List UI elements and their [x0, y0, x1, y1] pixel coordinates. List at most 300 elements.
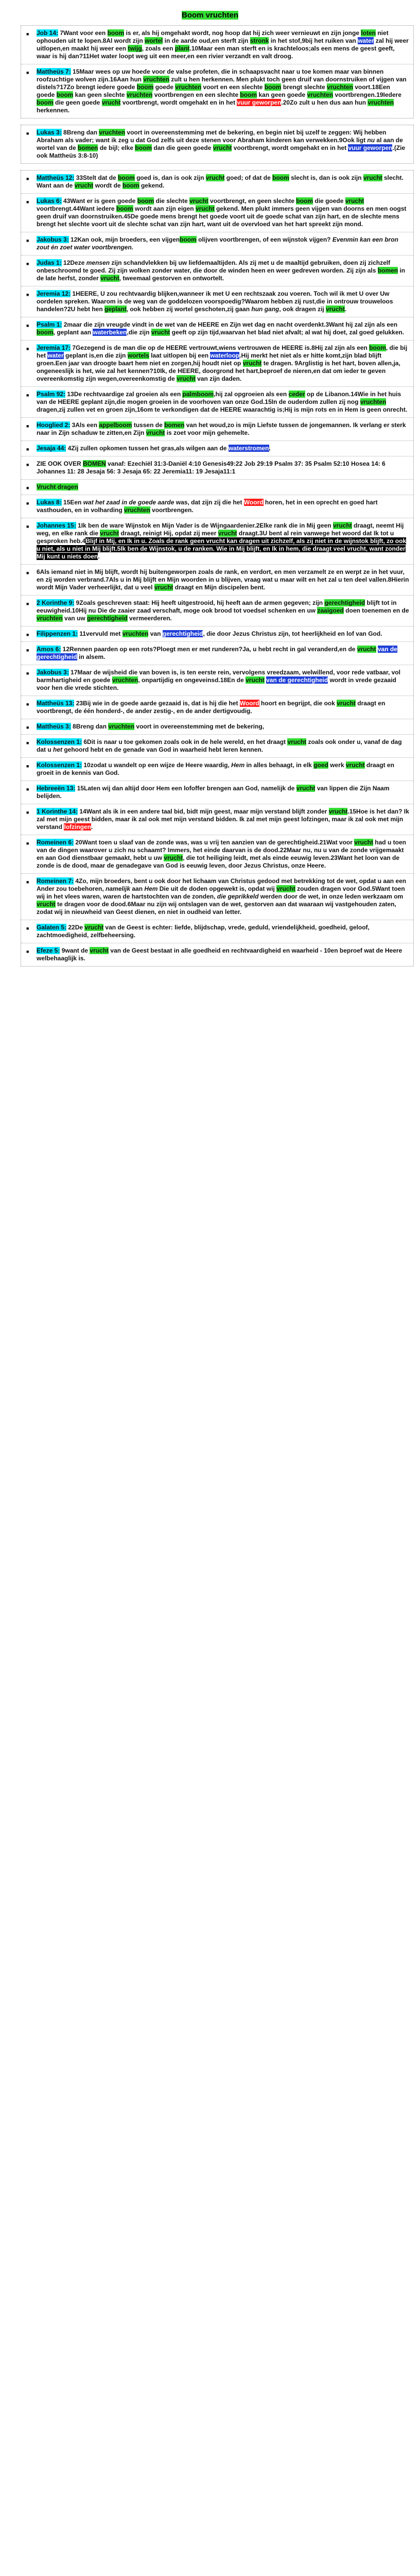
- highlighted-text: lofzingen: [64, 823, 92, 831]
- verse-text: 2maar die zijn vreugde vindt in de wet van de HEERE en Zijn wet dag en nacht overdenkt.3Want hij zal zijn als een: [62, 321, 398, 328]
- verse-text: was, dat zijn zij die het: [174, 499, 244, 506]
- highlighted-text: vrucht: [332, 522, 352, 529]
- verse-entry: [21, 626, 413, 641]
- highlighted-text: vrucht: [357, 646, 376, 653]
- verse-group: [21, 25, 414, 118]
- highlighted-text: vruchten: [143, 76, 170, 83]
- highlighted-text: vrucht: [213, 144, 232, 151]
- verse-text: 12Deze: [61, 259, 86, 266]
- highlighted-text: vrucht: [100, 275, 119, 282]
- verse-reference: Lukas 6:: [37, 197, 62, 205]
- highlighted-text: vrucht: [164, 854, 183, 861]
- verse-text: , tweemaal gestorven en ontwortelt.: [119, 275, 224, 282]
- verse-text: hoort en begrijpt, die ook: [259, 700, 337, 707]
- highlighted-text: gerechtigheid: [87, 615, 128, 622]
- verse-text: wordt de: [93, 182, 122, 189]
- highlighted-text: vrucht: [363, 174, 382, 181]
- highlighted-text: BOMEN: [83, 460, 106, 467]
- verse-entry: [21, 518, 413, 564]
- group-separator: [21, 118, 414, 125]
- highlighted-text: gerechtigheid: [324, 599, 365, 606]
- verse-text: voortbrengt, wordt omgehakt en in het: [232, 144, 348, 151]
- verse-text: geplant is,en die zijn: [63, 352, 128, 359]
- verse-text: ,hij zal opgroeien als een: [214, 391, 289, 398]
- highlighted-text: vruchten: [124, 506, 150, 514]
- highlighted-text: vruchten: [108, 723, 135, 730]
- verse-reference: Kolossenzen 1:: [37, 761, 82, 769]
- verse-text: draagt, reinigt Hij, opdat zij meer: [119, 530, 218, 537]
- bullet-icon: ■: [26, 702, 29, 707]
- verse-text: 8Breng dan: [61, 129, 99, 136]
- verse-text: , die tot heiliging leidt, met als einde eeuwig leven.23Want het loon van de zonde is de dood, maar de genadegave van God is eeuwig leven, door Jezus Christus, onze Heere.: [37, 854, 400, 869]
- verse-text: is zoet voor mijn gehemelte.: [165, 429, 250, 436]
- highlighted-text: vrucht: [84, 924, 104, 931]
- verse-reference: Romeinen 6:: [37, 839, 74, 846]
- highlighted-text: vrucht: [345, 197, 364, 205]
- verse-text: , ook hebben zij wortel geschoten,zij gaan: [126, 306, 252, 313]
- highlighted-text: boom: [264, 83, 282, 91]
- verse-text: .: [98, 553, 100, 560]
- highlighted-text: vrucht: [296, 785, 316, 792]
- verse-reference: Amos 6:: [37, 646, 61, 653]
- verse-group: [21, 125, 414, 164]
- verse-text: Hem: [231, 761, 245, 769]
- highlighted-text: vruchten: [360, 398, 387, 405]
- verse-text: niet ophouden uit te lopen.8Al wordt zijn: [37, 29, 389, 44]
- highlighted-text: vrucht: [101, 99, 121, 106]
- bullet-icon: ■: [26, 632, 29, 637]
- verse-entry: [21, 781, 413, 804]
- verse-text: 10en beproef wat de Heere welbehaaglijk is.: [37, 947, 402, 962]
- bullet-icon: ■: [26, 292, 29, 297]
- highlighted-text: boom: [369, 344, 386, 351]
- verse-entry: [21, 340, 413, 386]
- verse-entry: [21, 171, 413, 193]
- verse-text: 12Kan ook, mijn broeders, een vijgen: [68, 236, 180, 243]
- verse-text: 11vervuld met: [78, 630, 122, 637]
- highlighted-text: vrucht: [287, 738, 307, 745]
- bullet-icon: ■: [26, 787, 29, 792]
- highlighted-text: wortels: [127, 352, 149, 359]
- verse-text: tussen de: [132, 421, 165, 429]
- highlighted-text: waterstromen: [228, 445, 269, 452]
- verse-entry: [21, 232, 413, 255]
- bullet-icon: ■: [26, 31, 29, 37]
- verse-text: is er, als hij omgehakt wordt, nog hoop dat hij zich weer vernieuwt en zijn jonge: [124, 29, 361, 37]
- verse-text: .Hij merkt het niet als er hitte komt,zijn blad blijft groen.Een jaar van droogte baart hem niet en zorgen,hij houdt niet op: [37, 352, 382, 367]
- bullet-icon: ■: [26, 346, 29, 351]
- highlighted-text: vruchten: [175, 83, 202, 91]
- highlighted-text: palmboom: [182, 391, 214, 398]
- verse-text: goed; of dat de: [224, 174, 273, 181]
- highlighted-text: vrucht: [276, 885, 295, 892]
- verse-entry: [21, 564, 413, 595]
- highlighted-text: water: [47, 352, 64, 359]
- verse-text: het: [53, 746, 62, 753]
- verse-text: zoals ook onder u, vanaf de dag dat u: [37, 738, 402, 753]
- verse-text: in de late herfst, zonder: [37, 267, 406, 282]
- highlighted-text: vruchten: [327, 83, 353, 91]
- bullet-icon: ■: [26, 841, 29, 846]
- highlighted-text: boom: [296, 197, 313, 205]
- verse-text: 1HEERE, U zou rechtvaardig blijken,wanneer ik met U een rechtszaak zou voeren. Toch wil ik met U over Uw oordelen spreken. Waarom is de weg van de goddelozen voorspoedig?Waarom hebben zij rust,die in ontrouw trouweloos handelen?2U hebt hen: [37, 290, 393, 313]
- verse-text: .: [91, 823, 93, 831]
- verse-text: vermeerderen.: [127, 615, 172, 622]
- verse-text: draagt, neemt Hij weg, en elke rank die: [37, 522, 404, 537]
- highlighted-text: vrucht: [90, 947, 109, 954]
- verse-text: 6Dit is naar u toe gekomen zoals ook in de hele wereld, en het draagt: [82, 738, 288, 745]
- page-title: [0, 10, 420, 20]
- verse-text: zijn schandvlekken bij uw liefdemaaltijden. Als zij met u de maaltijd gebruiken, doen zij zichzelf onbeschroomd te goed. Zij zijn wolken zonder water, die door de winden heen en weer gedreven worden. Zij zijn als: [37, 259, 391, 274]
- bullet-icon: ■: [26, 949, 29, 954]
- bullet-icon: ■: [26, 485, 29, 490]
- highlighted-text: waterbeken: [93, 329, 127, 336]
- verse-text: dragen,zij zullen vet en groen zijn,16om te verkondigen dat de HEERE waarachtig is;Hij is mijn rots en in Hem is geen onrecht.: [37, 406, 408, 413]
- verse-entry: [21, 734, 413, 757]
- verse-text: 10zodat u wandelt op een wijze de Heere waardig,: [82, 761, 232, 769]
- verse-text: .20Zo zult u hen dus aan hun: [281, 99, 368, 106]
- verse-reference: Jesaja 44:: [37, 445, 66, 452]
- verse-text: vanaf: Ezechiël 31:3-Daniël 4:10 Genesis49:22 Job 29:19 Psalm 37: 35 Psalm 52:10 Hosea 14: 6 Johannes 11: 28 Jesaja 56: 3 Jesaja 65: 22 Jeremia11: 19 Jesaja11:1: [37, 460, 386, 475]
- verse-entry: [21, 26, 413, 64]
- bullet-icon: ■: [26, 323, 29, 328]
- verse-text: draagt en groeit in de kennis van God.: [37, 761, 394, 776]
- verse-reference: Jakobus 3:: [37, 669, 69, 676]
- highlighted-text: vrucht: [100, 530, 119, 537]
- verse-text: , die bij het: [37, 344, 408, 359]
- verse-text: al aan de wortel van de: [37, 137, 403, 151]
- verse-text: , geplant aan: [53, 329, 93, 336]
- bullet-icon: ■: [26, 926, 29, 931]
- verse-text: 15Maar wees op uw hoede voor de valse profeten, die in schaapsvacht naar u toe komen maar van binnen roofzuchtige wolven zijn.16Aan hun: [37, 68, 384, 83]
- verse-text: .15Hoe is het dan? Ik zal met mijn geest bidden, maar ik zal ook met mijn verstand bidden. Ik zal met mijn geest lofzingen, maar ik zal ook met mijn verstand: [37, 808, 409, 831]
- verse-text: die geen goede: [53, 99, 102, 106]
- verse-text: voort en een slechte: [201, 83, 265, 91]
- bullet-icon: ■: [26, 601, 29, 606]
- highlighted-text: vruchten: [367, 99, 394, 106]
- verse-entry: [21, 595, 413, 626]
- highlighted-text: vrucht: [195, 205, 215, 212]
- bullet-icon: ■: [26, 671, 29, 676]
- verse-entry: [21, 719, 413, 734]
- verse-entry: [21, 920, 413, 943]
- bullet-icon: ■: [26, 524, 29, 529]
- verse-text: in het stof,9bij het ruiken van: [269, 37, 358, 44]
- verse-text: dan die geen goede: [152, 144, 213, 151]
- verse-reference: Mattheüs 13:: [37, 700, 75, 707]
- verse-text: gehoord hebt en de genade van God in waarheid hebt leren kennen.: [62, 746, 264, 753]
- bullet-icon: ■: [26, 176, 29, 181]
- verse-text: kan geen goede: [257, 91, 307, 98]
- highlighted-text: vrucht: [205, 174, 225, 181]
- verse-text: 4Zo, mijn broeders, bent u ook door het lichaam van Christus gedood met betrekking tot de wet, opdat u aan een Ander zou toebehoren,: [37, 877, 407, 892]
- verse-reference: Filippenzen 1:: [37, 630, 78, 637]
- verse-text: namelijk: [106, 885, 131, 892]
- highlighted-text: ceder: [288, 391, 305, 398]
- verse-text: 9Zoals geschreven staat: Hij heeft uitgestrooid, hij heeft aan de armen gegeven; zijn: [74, 599, 325, 606]
- bullet-icon: ■: [26, 764, 29, 769]
- verse-text: aan: [130, 885, 145, 892]
- verse-text: die geprikkeld: [217, 893, 259, 900]
- verse-text: voortbrengen en een slechte: [152, 91, 240, 98]
- verse-text: werk: [328, 761, 346, 769]
- highlighted-text: vrucht: [326, 306, 345, 313]
- verse-text: hun gang: [251, 306, 279, 313]
- bullet-icon: ■: [26, 423, 29, 429]
- verse-text: Hem: [144, 885, 158, 892]
- verse-text: 12Rennen paarden op een rots?Ploegt men er met runderen?Ja, u hebt recht in gal veranderd,en de: [61, 646, 357, 653]
- verse-text: 23Bij wie in de goede aarde gezaaid is, dat is hij die het: [74, 700, 240, 707]
- verse-reference: Judas 1:: [37, 259, 62, 266]
- verse-reference: Lukas 8:: [37, 499, 62, 506]
- verse-text: van: [148, 630, 163, 637]
- verse-text: Evenmin kan een bron zout én zoet water voortbrengen.: [37, 236, 398, 251]
- verse-text: kan geen slechte: [73, 91, 127, 98]
- highlighted-text: boom: [107, 29, 125, 37]
- verse-text: te dragen voor de dood.6Maar nu zijn wij ontslagen van de wet, gestorven aan dat waaraan wij vastgehouden zaten, zodat wij in nieuwheid van Geest dienen, en niet in oudheid van letter.: [37, 901, 396, 916]
- verse-text: , zoals een: [142, 45, 175, 52]
- group-separator: [21, 164, 414, 170]
- highlighted-text: vruchten: [99, 129, 126, 136]
- verse-text: voortbrengt, wordt omgehakt en in het: [120, 99, 237, 106]
- highlighted-text: plant: [174, 45, 190, 52]
- verse-text: blijft tot in eeuwigheid.10Hij nu Die de zaaier zaad verschaft, moge ook brood tot voedsel schenken en uw: [37, 599, 397, 614]
- verse-text: Die uit de doden opgewekt is, opdat wij: [157, 885, 277, 892]
- highlighted-text: vrucht: [354, 839, 373, 846]
- verse-group: [21, 170, 414, 967]
- highlighted-text: vuur geworpen: [237, 99, 282, 106]
- verse-text: 8Breng dan: [71, 723, 109, 730]
- verse-entry: [21, 804, 413, 835]
- highlighted-text: vrucht: [37, 901, 56, 908]
- verse-text: .(Zie ook Mattheüs 3:8-10): [37, 144, 406, 159]
- verse-text: te dragen. 9Arglistig is het hart, boven allen,ja, ongeneeslijk is het, wie zal het kennen?10Ik, de HEERE, doorgrond het hart,beproef de nieren,en dat om ieder te geven overeenkomstig zijn wegen,overeenkomstig de: [37, 360, 400, 382]
- verse-text: doen toenemen en de: [343, 607, 409, 614]
- highlighted-text: vrucht: [337, 700, 356, 707]
- highlighted-text: vrucht: [246, 676, 265, 684]
- bullet-icon: ■: [26, 879, 29, 885]
- verse-entry: [21, 193, 413, 232]
- verse-entry: [21, 665, 413, 696]
- verse-text: brengt slechte: [281, 83, 327, 91]
- highlighted-text: waterloop: [210, 352, 240, 359]
- verse-text: , onpartijdig en ongeveinsd.18En de: [138, 676, 246, 684]
- highlighted-text: vruchten: [37, 615, 63, 622]
- highlighted-text: Blijf in Mij, en Ik in u. Zoals de rank geen vrucht kan dragen uit zichzelf, als zij niet in de wijnstok blijft, zo ook u niet, als u niet in Mij blijft.5Ik ben de Wijnstok, u de ranken. Wie in Mij blijft, en Ik in hem, die draagt veel vrucht, want zonder Mij kunt u niets doen: [37, 537, 407, 560]
- highlighted-text: vrucht: [74, 182, 94, 189]
- bullet-icon: ■: [26, 238, 29, 243]
- verse-text: die goede: [313, 197, 345, 205]
- verse-text: van de Geest is echter: liefde, blijdschap, vrede, geduld, vriendelijkheid, goedheid, geloof, zachtmoedigheid, zelfbeheersing.: [37, 924, 370, 939]
- verse-entry: [21, 873, 413, 920]
- highlighted-text: boom: [122, 182, 139, 189]
- highlighted-text: boom: [136, 83, 154, 91]
- verse-text: laat uitlopen bij een: [149, 352, 211, 359]
- verse-text: herkennen.: [37, 107, 70, 114]
- highlighted-text: Woord: [243, 499, 264, 506]
- verse-text: 17Maar de wijsheid die van boven is, is ten eerste rein, vervolgens vreedzaam, welwillend, voor rede vatbaar, vol barmhartigheid en goede: [37, 669, 400, 684]
- verse-text: goede: [153, 83, 176, 91]
- highlighted-text: boom: [116, 205, 133, 212]
- highlighted-text: zaaigoed: [317, 607, 344, 614]
- verse-text: voort in overeenstemming met de bekering, en begin niet bij uzelf te zeggen: Wij hebben Abraham als vader; want ik zeg u dat God zelfs uit deze stenen voor Abraham kinderen kan verwekken.9Ook ligt: [37, 129, 387, 144]
- verse-text: 20Want toen u slaaf van de zonde was, was u vrij ten aanzien van de gerechtigheid.21Wat voor: [74, 839, 355, 846]
- highlighted-text: appelboom: [99, 421, 132, 429]
- verse-entry: [21, 125, 413, 163]
- bullet-icon: ■: [26, 648, 29, 653]
- verse-text: nu: [367, 137, 375, 144]
- verse-text: mensen: [86, 259, 110, 266]
- verse-text: in alsem.: [77, 653, 106, 660]
- verse-entry: [21, 479, 413, 495]
- verse-reference: Kolossenzen 1:: [37, 738, 82, 745]
- verse-text: horen, het in een oprecht en goed hart vasthouden, en in volharding: [37, 499, 378, 514]
- verse-text: 4Zij zullen opkomen tussen het gras,als wilgen aan de: [66, 445, 229, 452]
- highlighted-text: water: [358, 37, 374, 44]
- highlighted-text: stronk: [250, 37, 269, 44]
- bullet-icon: ■: [26, 570, 29, 575]
- verse-reference: Mattheüs 7:: [37, 68, 71, 75]
- verse-text: in alles behaagt, in elk: [244, 761, 314, 769]
- highlighted-text: boom: [135, 144, 152, 151]
- verse-text: van uw: [62, 615, 87, 622]
- verse-text: , die door Jezus Christus zijn, tot heerlijkheid en lof van God.: [203, 630, 382, 637]
- highlighted-text: vruchten: [122, 630, 149, 637]
- verse-text: voortbrengt, en geen slechte: [208, 197, 296, 205]
- verse-text: de bijl; elke: [98, 144, 135, 151]
- verse-text: goed is, dan is ook zijn: [134, 174, 206, 181]
- bullet-icon: ■: [26, 501, 29, 506]
- verse-text: van zijn daden.: [195, 375, 242, 382]
- highlighted-text: goed: [313, 761, 328, 769]
- highlighted-text: vrucht: [177, 375, 196, 382]
- bullet-icon: ■: [26, 131, 29, 136]
- highlighted-text: vrucht: [328, 808, 348, 815]
- bullet-icon: ■: [26, 70, 29, 75]
- verse-text: 6Als iemand niet in Mij blijft, wordt hij buitengeworpen zoals de rank, en verdort, en men verzamelt ze en werpt ze in het vuur, en zij worden verbrand.7Als u in Mij blijft en Mijn woorden in u blijven, vraag wat u maar wilt en het zal u ten deel vallen.8Hierin wordt Mijn Vader verheerlijkt, dat u veel: [37, 568, 409, 591]
- verse-text: slecht is, dan is ook zijn: [289, 174, 363, 181]
- verse-text: wordt aan zijn eigen: [133, 205, 196, 212]
- highlighted-text: Woord: [239, 700, 259, 707]
- verse-reference: 2 Korinthe 9:: [37, 599, 75, 606]
- highlighted-text: boom: [240, 91, 257, 98]
- highlighted-text: vrucht: [154, 584, 173, 591]
- highlighted-text: boom: [180, 236, 197, 243]
- highlighted-text: loten: [361, 29, 376, 37]
- verse-text: .: [344, 306, 347, 313]
- verse-reference: 1 Korinthe 14:: [37, 808, 78, 815]
- verse-text: 15Laten wij dan altijd door Hem een lofoffer brengen aan God, namelijk de: [75, 785, 296, 792]
- verse-text: ZIE OOK OVER: [37, 460, 83, 467]
- verse-text: .10Maar een man sterft en is krachteloos;als een mens de geest geeft, waar is hij dan?11Het water loopt weg uit een meer,en een rivier verzandt en valt droog.: [37, 45, 395, 60]
- verse-entry: [21, 317, 413, 340]
- verse-text: draagt en voortbrengt, de één honderd-, de ander zestig-, en de ander dertigvoudig.: [37, 700, 386, 715]
- verse-text: slecht. Want aan de: [37, 174, 404, 189]
- verse-reference: Romeinen 7:: [37, 877, 74, 885]
- highlighted-text: vrucht: [218, 530, 237, 537]
- verse-text: voort in overeenstemming met de bekering,: [134, 723, 265, 730]
- highlighted-text: vrucht: [345, 761, 365, 769]
- verse-text: 1Ik ben de ware Wijnstok en Mijn Vader is de Wijngaardenier.2Elke rank die in Mij geen: [76, 522, 333, 529]
- verse-text: 33Stelt dat de: [74, 174, 118, 181]
- verse-reference: Psalm 92:: [37, 391, 66, 398]
- highlighted-text: boom: [272, 174, 289, 181]
- verse-text: draagt en Mijn discipelen bent.: [173, 584, 266, 591]
- verse-text: in de aarde oud,en sterft zijn: [163, 37, 250, 44]
- highlighted-text: van de gerechtigheid: [266, 676, 328, 684]
- highlighted-text: geplant: [104, 306, 127, 313]
- verse-text: 43Want er is geen goede: [61, 197, 137, 205]
- verse-text: 15Een: [61, 499, 83, 506]
- highlighted-text: bomen: [78, 144, 98, 151]
- verse-text: 7Gezegend is de man die op de HEERE vertrouwt,wiens vertrouwen de HEERE is.8Hij zal zijn als een: [71, 344, 370, 351]
- verse-reference: Jakobus 3:: [37, 236, 69, 243]
- highlighted-text: vuur geworpen: [348, 144, 393, 151]
- verse-text: 13De rechtvaardige zal groeien als een: [65, 391, 183, 398]
- verse-text: draagt.3U bent al rein vanwege het woord dat Ik tot u gesproken heb.4: [37, 530, 394, 545]
- verse-reference: Hebreeën 13:: [37, 785, 76, 792]
- verse-text: olijven voortbrengen, of een wijnstok vijgen?: [196, 236, 332, 243]
- verse-text: zal hij weer uitlopen,en maakt hij weer een: [37, 37, 409, 52]
- verse-text: .: [269, 445, 271, 452]
- verse-entry: [21, 495, 413, 518]
- verse-text: die slechte: [154, 197, 189, 205]
- verse-text: 9want de: [60, 947, 90, 954]
- highlighted-text: boom: [118, 174, 135, 181]
- bullet-icon: ■: [26, 261, 29, 266]
- highlighted-text: vrucht: [242, 360, 262, 367]
- bullet-icon: ■: [26, 462, 29, 467]
- verse-text: zult u hen herkennen. Men plukt toch geen druif van doornstruiken of vijgen van distels?17Zo brengt iedere goede: [37, 76, 407, 91]
- verse-reference: Psalm 1:: [37, 321, 62, 328]
- highlighted-text: boom: [37, 329, 54, 336]
- verse-reference: Job 14:: [37, 29, 59, 37]
- verse-text: 22De: [66, 924, 85, 931]
- highlighted-text: boom: [137, 197, 154, 205]
- bullet-icon: ■: [26, 740, 29, 745]
- highlighted-text: wortel: [144, 37, 163, 44]
- verse-text: wordt in vrede gezaaid voor hen die vrede stichten.: [37, 676, 396, 691]
- highlighted-text: vruchten: [126, 91, 153, 98]
- highlighted-text: vrucht: [146, 429, 165, 436]
- highlighted-text: boom: [56, 91, 74, 98]
- verse-reference: Galaten 5:: [37, 924, 67, 931]
- verse-text: gekend.: [139, 182, 165, 189]
- bullet-icon: ■: [26, 447, 29, 452]
- verse-text: had u toen van de dingen waarover u zich nu schaamt? Immers, het einde daarvan is de dood.22Maar nu, nu u van de zonde vrijgemaakt en aan God dienstbaar gemaakt, hebt u uw: [37, 839, 406, 861]
- verse-text: zouden dragen voor God.5Want toen wij in het vlees waren, waren de hartstochten van de zonden,: [37, 885, 405, 900]
- verse-reference: Jeremia 17:: [37, 344, 71, 351]
- verse-reference: Hooglied 2:: [37, 421, 71, 429]
- verse-text: geeft op zijn tijd,waarvan het blad niet afvalt; al wat hij doet, zal goed gelukken.: [170, 329, 405, 336]
- highlighted-text: vrucht: [151, 329, 170, 336]
- verse-entry: [21, 757, 413, 781]
- bullet-icon: ■: [26, 810, 29, 815]
- verse-reference: Mattheüs 12:: [37, 174, 75, 181]
- verse-text: van lippen die Zijn Naam belijden.: [37, 785, 390, 800]
- verse-text: voort.18Een goede: [37, 83, 390, 98]
- verse-groups: [0, 25, 420, 967]
- highlighted-text: vruchten: [307, 91, 334, 98]
- verse-text: gekend. Men plukt immers geen vijgen van doorns en men oogst geen druif van doornstruiken.45De goede mens brengt het goede voort uit de goede schat van zijn hart, en de slechte mens brengt het slechte voort uit de slechte schat van zijn hart, want uit de overvloed van het hart spreekt zijn mond.: [37, 205, 407, 228]
- highlighted-text: vruchten: [112, 676, 138, 684]
- verse-reference: Jeremia 12:: [37, 290, 71, 297]
- verse-text: ,die zijn: [127, 329, 151, 336]
- verse-text: 14Want als ik in een andere taal bid, bidt mijn geest, maar mijn verstand blijft zonder: [78, 808, 329, 815]
- verse-entry: [21, 417, 413, 440]
- verse-text: voortbrengt.44Want iedere: [37, 205, 116, 212]
- verse-text: wat het zaad in de goede aarde: [83, 499, 174, 506]
